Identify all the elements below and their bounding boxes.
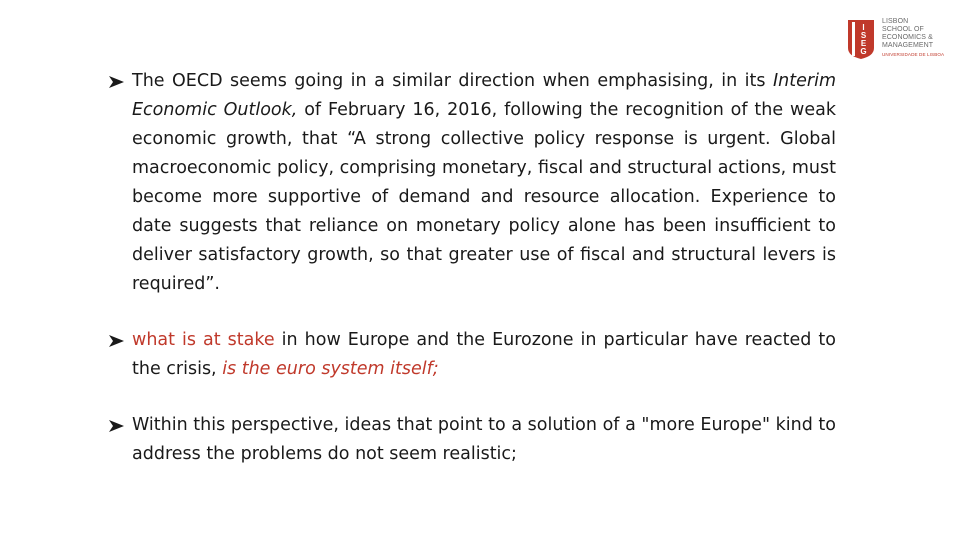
logo-subtitle: UNIVERSIDADE DE LISBOA (882, 52, 945, 57)
svg-text:G: G (860, 47, 867, 56)
highlight-text: is the euro system itself; (222, 359, 439, 379)
logo-line: MANAGEMENT (882, 42, 934, 49)
bullet-list (108, 67, 836, 469)
logo-line: ECONOMICS & (882, 34, 933, 41)
arrowhead-bullet-icon (108, 419, 125, 433)
iseg-logo-text (882, 18, 946, 57)
bullet-text: of February 16, 2016, following the recognition of the weak economic growth, that “A strong collective policy response is urgent. Global macroeconomic policy, comprising monetary, fiscal and structural actions, must become more supportive of demand and resource allocation. Experience to date suggests that reliance on monetary policy alone has been insufficient to deliver satisfactory growth, so that greater use of fiscal and structural levers is required”. (132, 100, 836, 294)
svg-text:E: E (860, 39, 867, 48)
bullet-at-stake (108, 326, 836, 384)
svg-text:I: I (862, 23, 865, 32)
publication-title: Interim Economic Outlook, (132, 71, 836, 120)
arrowhead-bullet-icon (108, 75, 125, 89)
bullet-perspective (108, 411, 836, 469)
logo-line: LISBON (882, 18, 909, 25)
bullet-text: Within this perspective, ideas that point to a solution of a "more Europe" kind to address the problems do not seem realistic; (132, 415, 836, 464)
highlight-text: what is at stake (132, 330, 275, 350)
iseg-logo-mark (846, 18, 876, 60)
arrowhead-bullet-icon (108, 334, 125, 348)
logo-line: SCHOOL OF (882, 26, 924, 33)
bullet-text: The OECD seems going in a similar direction when emphasising, in its (132, 71, 773, 91)
iseg-logo (846, 16, 946, 62)
bullet-text: in how Europe and the Eurozone in particular have reacted to the crisis, (132, 330, 837, 379)
bullet-oecd (108, 67, 836, 299)
svg-text:S: S (860, 31, 867, 40)
